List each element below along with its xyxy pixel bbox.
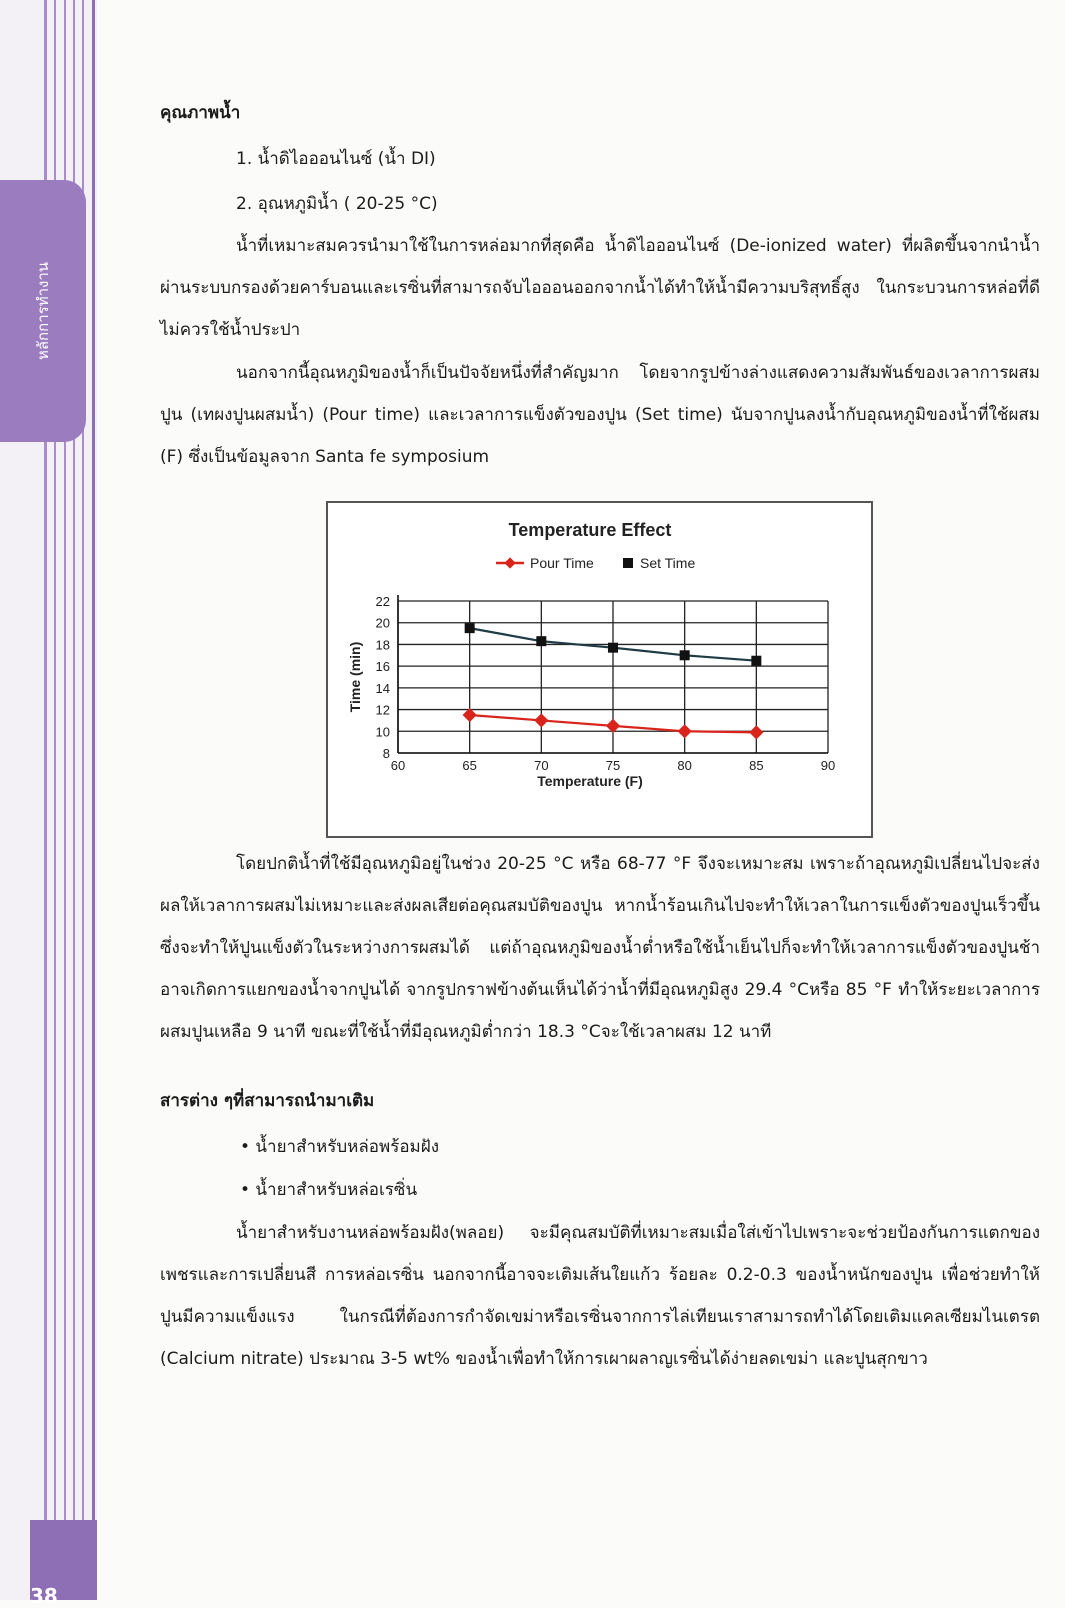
x-tick-label: 90 xyxy=(820,758,836,773)
legend-marker xyxy=(623,558,633,568)
data-point xyxy=(751,656,761,666)
x-tick-label: 80 xyxy=(677,758,692,773)
paragraph-block xyxy=(160,225,1040,351)
y-tick-label: 20 xyxy=(375,615,390,631)
legend-marker xyxy=(504,557,515,568)
paragraph-block xyxy=(160,352,1040,478)
paragraph: น้ำยาสำหรับงานหล่อพร้อมฝัง(พลอย) จะมีคุณสมบัติที่เหมาะสมเมื่อใส่เข้าไปเพราะจะช่วยป้องกันการแตกของเพชรและการเปลี่ยนสี การหล่อเรซิ่น นอกจากนี้อาจจะเติมเส้นใยแก้ว ร้อยละ 0.2-0.3 ของน้ำหนักของปูน เพื่อช่วยทำให้ปูนมีความแข็งแรง ในกรณีที่ต้องการกำจัดเขม่าหรือเรซิ่นจากการไล่เทียนเราสามารถทำได้โดยเติมแคลเซียมไนเตรต (Calcium nitrate) ประมาณ 3-5 wt% ของน้ำเพื่อทำให้การเผาผลาญเรซิ่นได้ง่ายลดเขม่า และปูนสุกขาว xyxy=(160,1223,1040,1369)
data-point xyxy=(534,713,548,727)
paragraph: น้ำที่เหมาะสมควรนำมาใช้ในการหล่อมากที่สุดคือ น้ำดิไอออนไนซ์ (De-ionized water) ที่ผลิตขึ้นจากนำน้ำผ่านระบบกรองด้วยคาร์บอนและเรซิ่นที่สามารถจับไอออนออกจากน้ำได้ทำให้น้ำมีความบริสุทธิ์สูง ในกระบวนการหล่อที่ดีไม่ควรใช้น้ำประปา xyxy=(160,236,1040,340)
paragraph-block xyxy=(160,843,1040,1053)
y-tick-label: 22 xyxy=(375,594,390,609)
x-tick-label: 70 xyxy=(534,758,549,773)
y-tick-label: 14 xyxy=(375,680,390,696)
chart-frame xyxy=(326,501,873,838)
data-point xyxy=(608,643,618,653)
y-tick-label: 18 xyxy=(375,637,390,653)
x-axis-label: Temperature (F) xyxy=(537,773,643,789)
paragraph: โดยปกติน้ำที่ใช้มีอุณหภูมิอยู่ในช่วง 20-25 °C หรือ 68-77 °F จึงจะเหมาะสม เพราะถ้าอุณหภูมิเปลี่ยนไปจะส่งผลให้เวลาการผสมไม่เหมาะและส่งผลเสียต่อคุณสมบัติของปูน หากน้ำร้อนเกินไปจะทำให้เวลาในการแข็งตัวของปูนเร็วขึ้นซึ่งจะทำให้ปูนแข็งตัวในระหว่างการผสมได้ แต่ถ้าอุณหภูมิของน้ำต่ำหรือใช้น้ำเย็นไปก็จะทำให้เวลาการแข็งตัวของปูนช้า อาจเกิดการแยกของน้ำจากปูนได้ จากรูปกราฟข้างต้นเห็นได้ว่าน้ำที่มีอุณหภูมิสูง 29.4 °Cหรือ 85 °F ทำให้ระยะเวลาการผสมปูนเหลือ 9 นาที ขณะที่ใช้น้ำที่มีอุณหภูมิต่ำกว่า 18.3 °Cจะใช้เวลาผสม 12 นาที xyxy=(160,854,1040,1042)
water-quality-heading: คุณภาพน้ำ xyxy=(160,103,241,123)
additives-heading: สารต่าง ๆที่สามารถนำมาเติม xyxy=(160,1091,375,1111)
legend-label: Set Time xyxy=(640,555,696,571)
y-tick-label: 16 xyxy=(375,659,390,675)
list-item: 1. น้ำดิไอออนไนซ์ (น้ำ DI) xyxy=(236,149,436,169)
x-tick-label: 60 xyxy=(390,758,406,773)
bullet-item: • น้ำยาสำหรับหล่อพร้อมฝัง xyxy=(240,1137,440,1157)
paragraph: นอกจากนี้อุณหภูมิของน้ำก็เป็นปัจจัยหนึ่งที่สำคัญมาก โดยจากรูปข้างล่างแสดงความสัมพันธ์ของเวลาการผสมปูน (เทผงปูนผสมน้ำ) (Pour time) และเวลาการแข็งตัวของปูน (Set time) นับจากปูนลงน้ำกับอุณหภูมิของน้ำที่ใช้ผสม (F) ซึ่งเป็นข้อมูลจาก Santa fe symposium xyxy=(160,363,1040,467)
chart-ticks xyxy=(376,594,836,773)
legend-label: Pour Time xyxy=(530,555,594,571)
temperature-effect-chart xyxy=(328,503,871,836)
x-tick-label: 75 xyxy=(605,758,621,773)
y-tick-label: 12 xyxy=(375,702,390,718)
paragraph-block xyxy=(160,1212,1040,1380)
data-point xyxy=(680,650,690,660)
page-number: 38 xyxy=(30,1584,58,1608)
list-item: 2. อุณหภูมิน้ำ ( 20-25 °C) xyxy=(236,194,438,214)
data-point xyxy=(678,724,692,738)
data-point xyxy=(749,725,763,739)
data-point xyxy=(536,636,546,646)
x-tick-label: 85 xyxy=(749,758,764,773)
bullet-item: • น้ำยาสำหรับหล่อเรซิ่น xyxy=(240,1180,418,1200)
section-side-tab-label: หลักการทำงาน xyxy=(34,261,52,361)
chart-legend xyxy=(496,555,695,571)
chart-title: Temperature Effect xyxy=(508,520,672,540)
y-tick-label: 8 xyxy=(382,746,390,761)
margin-line xyxy=(92,0,95,1600)
data-point xyxy=(465,623,475,633)
y-tick-label: 10 xyxy=(375,724,390,740)
y-axis-label: Time (min) xyxy=(347,641,363,713)
x-tick-label: 65 xyxy=(462,758,477,773)
